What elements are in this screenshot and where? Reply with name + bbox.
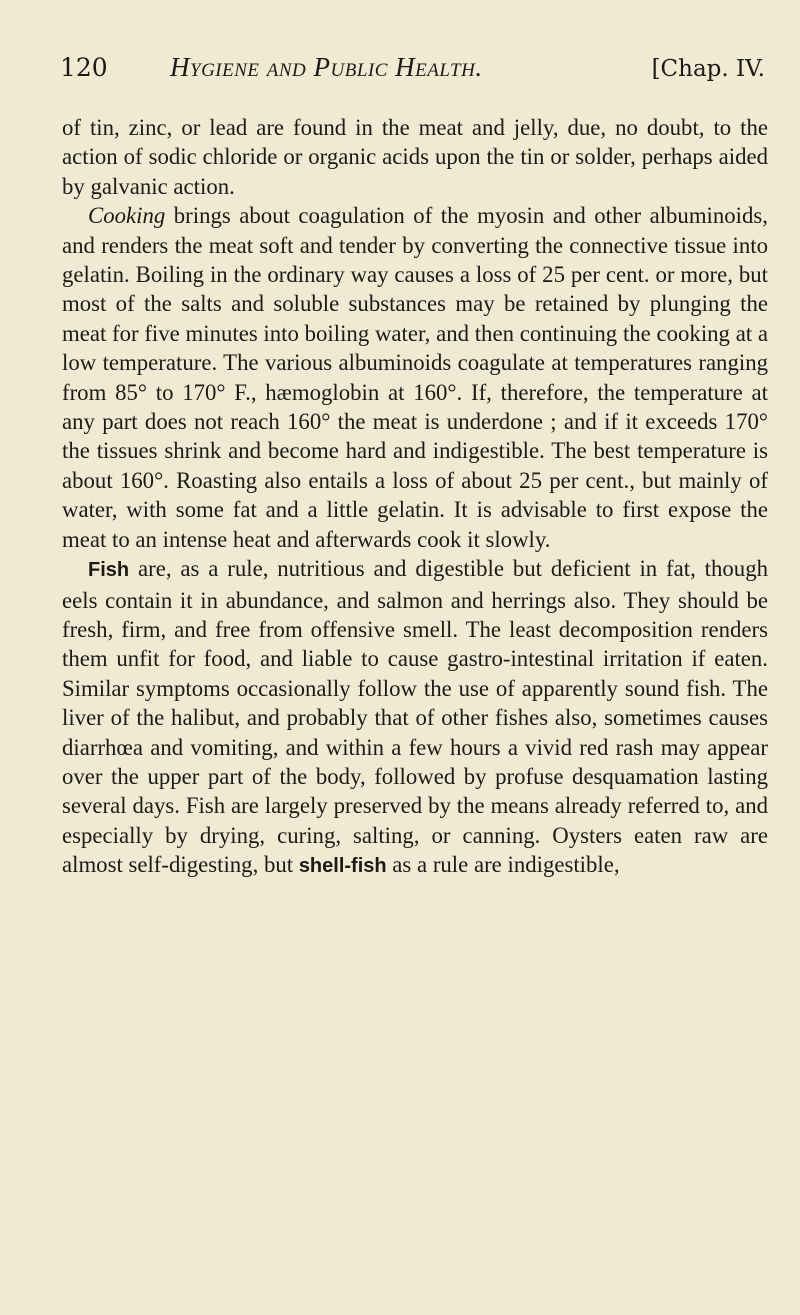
body-text: [62, 113, 768, 882]
paragraph-text: of tin, zinc, or lead are found in the meat and jelly, due, no doubt, to the action of sodic chloride or organic acids upon the tin or solder, perhaps aided by galvanic action.: [62, 115, 768, 199]
shellfish-term: shell-fish: [298, 855, 387, 878]
paragraph-fish: [62, 554, 768, 881]
running-title: Hygiene and Public Health.: [170, 52, 483, 82]
chapter-label: [Chap. IV.: [651, 56, 765, 82]
paragraph-cooking: [62, 201, 768, 554]
paragraph-lead-cooking: Cooking: [88, 203, 166, 229]
page-number: 120: [60, 53, 108, 82]
paragraph-lead-fish: Fish: [88, 559, 130, 582]
paragraph-tail: as a rule are indigestible,: [386, 852, 620, 878]
paragraph-text: are, as a rule, nutritious and digestible but deficient in fat, though eels contain it in abundance, and salmon and herrings also. They should be fresh, firm, and free from offensive smell. The least decomposition renders them unfit for food, and liable to cause gastro-intestinal irritation if eaten. Similar symptoms occasionally follow the use of apparently sound fish. The liver of the halibut, and probably that of other fishes also, sometimes causes diarrhœa and vomiting, and within a few hours a vivid red rash may appear over the upper part of the body, followed by profuse desquamation lasting several days. Fish are largely preserved by the means already referred to, and especially by drying, curing, salting, or canning. Oysters eaten raw are almost self-digesting, but: [62, 556, 768, 878]
paragraph-continued: [62, 113, 768, 201]
paragraph-text: brings about coagulation of the myosin and other albuminoids, and renders the meat soft and tender by converting the connective tissue into gelatin. Boiling in the ordinary way causes a loss of 25 per cent. or more, but most of the salts and soluble substances may be retained by plunging the meat for five minutes into boiling water, and then continuing the cooking at a low temperature. The various albuminoids coagulate at temperatures ranging from 85° to 170° F., hæmoglobin at 160°. If, therefore, the temperature at any part does not reach 160° the meat is underdone ; and if it exceeds 170° the tissues shrink and become hard and indigestible. The best temperature is about 160°. Roasting also entails a loss of about 25 per cent., but mainly of water, with some fat and a little gelatin. It is advisable to first expose the meat to an intense heat and afterwards cook it slowly.: [62, 203, 768, 552]
page-header: [60, 52, 765, 83]
